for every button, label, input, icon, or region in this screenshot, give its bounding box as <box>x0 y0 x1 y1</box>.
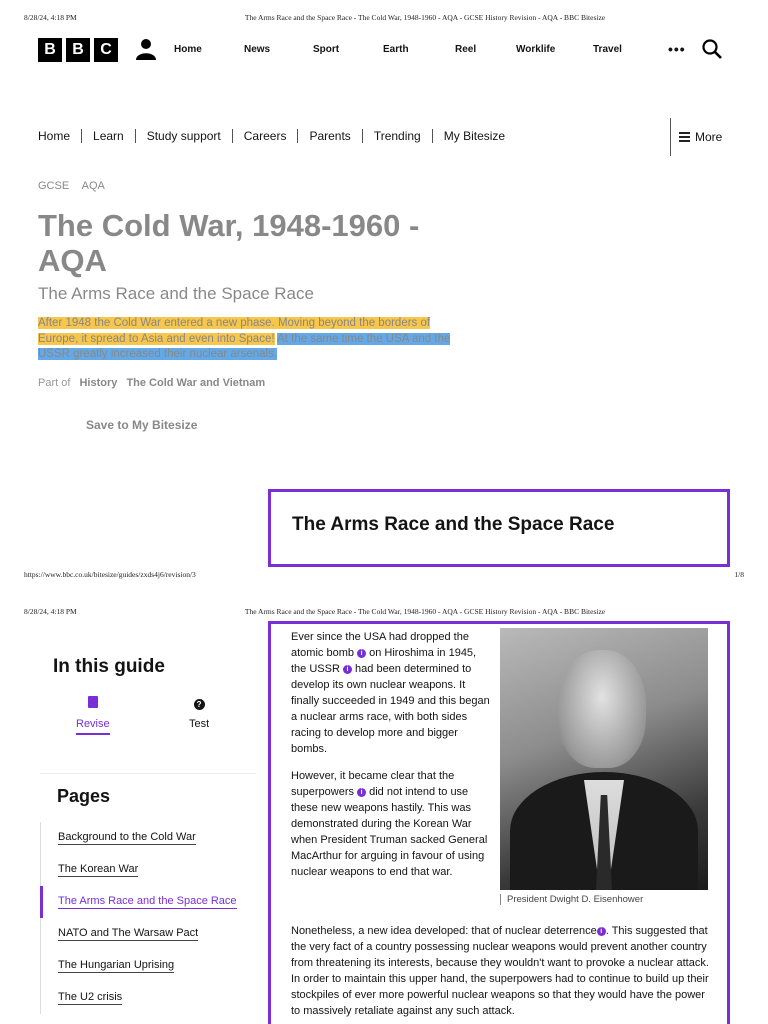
guide-title: In this guide <box>53 656 165 677</box>
glossary-term[interactable]: superpowers <box>291 786 354 798</box>
nav-earth[interactable]: Earth <box>383 44 409 55</box>
search-icon[interactable] <box>702 39 722 59</box>
text: . This suggested that the very fact of a country possessing nuclear weapons would prevent another country from threatening its interests, because they wouldn't want to provoke a nuclear attack. In order to maintain this upper hand, the superpowers had to continue to build up their stockpiles of ever more powerful nuclear weapons so that they would have the power to massively retaliate against any such attack. <box>291 925 709 1017</box>
logo-letter: C <box>94 38 118 62</box>
paragraph <box>291 768 491 880</box>
part-of-topic-link[interactable]: The Cold War and Vietnam <box>126 377 266 389</box>
logo-letter: B <box>66 38 90 62</box>
subnav-learn[interactable]: Learn <box>81 129 135 143</box>
subnav-trending[interactable]: Trending <box>362 129 432 143</box>
glossary-term[interactable]: nuclear deterrence <box>505 925 597 937</box>
page-link[interactable] <box>40 854 258 886</box>
section-heading: The Arms Race and the Space Race <box>292 514 615 535</box>
bbc-logo[interactable] <box>38 38 118 62</box>
info-icon[interactable]: i <box>357 649 366 658</box>
subnav-parents[interactable]: Parents <box>297 129 361 143</box>
print-datetime: 8/28/24, 4:18 PM <box>24 13 77 22</box>
intro-highlight-2: At the same time the USA and the USSR greatly increased their nuclear arsenals. <box>38 332 451 360</box>
print-doc-title: The Arms Race and the Space Race - The Cold War, 1948-1960 - AQA - GCSE History Revision - AQA - BBC Bitesize <box>244 13 606 22</box>
save-button[interactable]: Save to My Bitesize <box>86 418 198 432</box>
part-of <box>38 377 265 389</box>
text: Ever since the USA had dropped the <box>291 631 469 643</box>
hamburger-icon <box>679 132 690 142</box>
breadcrumb <box>38 180 115 192</box>
text: on Hiroshima in 1945, the <box>291 647 477 675</box>
page-link-label: The Arms Race and the Space Race <box>58 895 237 907</box>
print-page-num: 1/8 <box>734 570 744 579</box>
book-icon <box>88 696 98 708</box>
page-title: The Cold War, 1948-1960 - AQA <box>38 208 420 278</box>
text: Nonetheless, a new idea developed: that of <box>291 925 506 937</box>
nav-sport[interactable]: Sport <box>313 44 340 55</box>
subnav-my-bitesize[interactable]: My Bitesize <box>432 129 516 143</box>
page-link-label: NATO and The Warsaw Pact <box>58 927 199 939</box>
bitesize-nav <box>38 129 516 143</box>
page-link[interactable] <box>40 950 258 982</box>
subnav-study-support[interactable]: Study support <box>135 129 232 143</box>
pages-title: Pages <box>57 786 111 806</box>
crumb-aqa[interactable]: AQA <box>81 180 105 192</box>
article-box <box>268 621 730 1024</box>
subnav-careers[interactable]: Careers <box>232 129 298 143</box>
print-datetime: 8/28/24, 4:18 PM <box>24 607 77 616</box>
intro-highlight-1: After 1948 the Cold War entered a new phase. Moving beyond the borders of Europe, it spread to Asia and even into Space! <box>38 317 431 345</box>
photo-caption: President Dwight D. Eisenhower <box>500 894 643 905</box>
page-link-label: Background to the Cold War <box>58 831 196 843</box>
intro-text <box>38 316 468 363</box>
question-icon: ? <box>194 699 205 710</box>
text: did not intend to use these new weapons hastily. This was demonstrated during the Korean War when President Truman sacked General MacArthur for arguing in favour of using nuclear weapons to end that war. <box>291 786 488 878</box>
pages-list <box>40 822 258 1014</box>
nav-news[interactable]: News <box>244 44 271 55</box>
text: However, it became clear that the <box>291 770 455 782</box>
paragraph <box>291 923 711 1019</box>
paragraph <box>291 629 491 757</box>
page-link[interactable] <box>40 982 258 1014</box>
tab-revise-label: Revise <box>76 718 110 735</box>
part-of-label: Part of <box>38 377 71 389</box>
info-icon[interactable]: i <box>343 665 352 674</box>
section-heading-box <box>268 489 730 567</box>
article-text-column <box>291 629 491 891</box>
more-menu-icon[interactable]: ••• <box>668 41 686 57</box>
page-link-label: The U2 crisis <box>58 991 123 1003</box>
more-label: More <box>695 130 723 144</box>
tab-revise[interactable] <box>76 696 110 730</box>
info-icon[interactable]: i <box>357 788 366 797</box>
nav-home[interactable]: Home <box>174 44 202 55</box>
nav-worklife[interactable]: Worklife <box>516 44 556 55</box>
page-subtitle: The Arms Race and the Space Race <box>38 284 314 303</box>
logo-letter: B <box>38 38 62 62</box>
text: had been determined to develop its own nuclear weapons. It finally succeeded in 1949 and this began a nuclear arms race, with both sides racing to develop more and bigger bombs. <box>291 663 490 755</box>
glossary-term[interactable]: atomic bomb <box>291 647 354 659</box>
print-doc-title: The Arms Race and the Space Race - The Cold War, 1948-1960 - AQA - GCSE History Revision - AQA - BBC Bitesize <box>244 607 606 616</box>
divider <box>40 773 256 774</box>
nav-travel[interactable]: Travel <box>593 44 622 55</box>
eisenhower-photo <box>500 628 708 890</box>
page-link-active[interactable] <box>40 886 258 918</box>
page-link-label: The Hungarian Uprising <box>58 959 175 971</box>
tab-test[interactable] <box>189 696 209 730</box>
page-link-label: The Korean War <box>58 863 139 875</box>
part-of-subject-link[interactable]: History <box>79 377 118 389</box>
page-link[interactable] <box>40 822 258 854</box>
page-link[interactable] <box>40 918 258 950</box>
subnav-home[interactable]: Home <box>38 129 71 143</box>
subnav-more-button[interactable] <box>670 118 722 156</box>
print-url: https://www.bbc.co.uk/bitesize/guides/zxds4j6/revision/3 <box>24 570 196 579</box>
tab-test-label: Test <box>189 718 210 730</box>
info-icon[interactable]: i <box>597 927 606 936</box>
account-icon[interactable] <box>136 38 156 60</box>
glossary-term[interactable]: USSR <box>309 663 340 675</box>
nav-reel[interactable]: Reel <box>455 44 477 55</box>
crumb-gcse[interactable]: GCSE <box>38 180 70 192</box>
